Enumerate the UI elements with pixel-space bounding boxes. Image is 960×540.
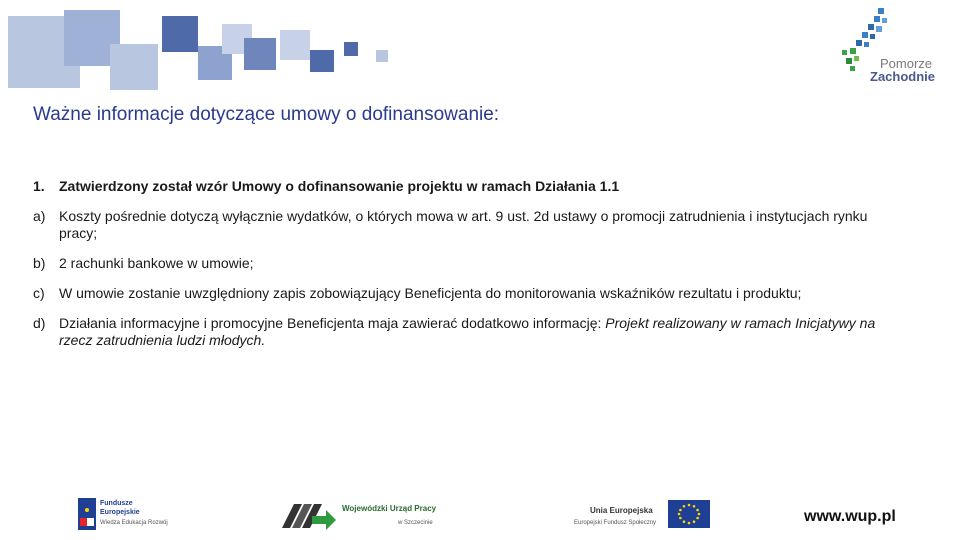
square bbox=[162, 16, 198, 52]
list-item-label: 1. bbox=[33, 178, 45, 194]
region-logo-line1: Pomorze bbox=[880, 56, 933, 71]
list-item-text: Koszty pośrednie dotyczą wyłącznie wydatków, o których mowa w art. 9 ust. 2d ustawy o promocji zatrudnienia i instytucjach rynku pracy; bbox=[59, 208, 868, 241]
list-item-1 bbox=[33, 178, 903, 195]
list-item-text: W umowie zostanie uwzględniony zapis zobowiązujący Beneficjenta do monitorowania wskaźników rezultatu i produktu; bbox=[59, 285, 802, 301]
footer-logos bbox=[0, 492, 960, 540]
fe-line3: Wiedza Edukacja Rozwój bbox=[100, 520, 168, 526]
wup-mark-icon bbox=[280, 498, 338, 532]
square bbox=[376, 50, 388, 62]
fundusze-europejskie-logo bbox=[78, 496, 170, 532]
wup-line1: Wojewódzki Urząd Pracy bbox=[342, 504, 437, 513]
square bbox=[110, 44, 158, 90]
list-item-label: d) bbox=[33, 315, 46, 331]
wup-logo bbox=[280, 498, 450, 532]
list-item-b bbox=[33, 255, 903, 272]
list-item-text bbox=[59, 315, 903, 349]
ue-line1: Unia Europejska bbox=[590, 506, 653, 515]
fe-line2: Europejskie bbox=[100, 509, 140, 516]
list-item-d bbox=[33, 315, 903, 349]
unia-europejska-logo bbox=[572, 500, 712, 532]
info-list bbox=[33, 178, 903, 362]
page-title: Ważne informacje dotyczące umowy o dofinansowanie: bbox=[33, 104, 500, 125]
list-item-label: c) bbox=[33, 285, 45, 301]
eu-flag-icon bbox=[668, 500, 710, 528]
pomorze-zachodnie-logo bbox=[836, 6, 948, 86]
list-item-text: 2 rachunki bankowe w umowie; bbox=[59, 255, 254, 271]
website-link[interactable]: www.wup.pl bbox=[804, 508, 896, 525]
list-item-a bbox=[33, 208, 903, 242]
list-item-label: b) bbox=[33, 255, 46, 271]
square bbox=[344, 42, 358, 56]
square bbox=[310, 50, 334, 72]
ue-line2: Europejski Fundusz Społeczny bbox=[574, 520, 657, 526]
wup-line2: w Szczecinie bbox=[398, 520, 433, 526]
fe-line1: Fundusze bbox=[100, 500, 133, 507]
list-item-text-plain: Działania informacyjne i promocyjne Beneficjenta maja zawierać dodatkowo informację: bbox=[59, 315, 606, 331]
region-logo-line2: Zachodnie bbox=[870, 69, 936, 84]
list-item-text: Zatwierdzony został wzór Umowy o dofinansowanie projektu w ramach Działania 1.1 bbox=[59, 178, 620, 194]
fe-flag-icon bbox=[78, 498, 96, 530]
square bbox=[244, 38, 276, 70]
list-item-c bbox=[33, 285, 903, 302]
list-item-label: a) bbox=[33, 208, 46, 224]
square bbox=[280, 30, 310, 60]
list-item-text-italic: Projekt realizowany w ramach Inicjatywy na rzecz zatrudnienia ludzi młodych. bbox=[59, 315, 876, 348]
